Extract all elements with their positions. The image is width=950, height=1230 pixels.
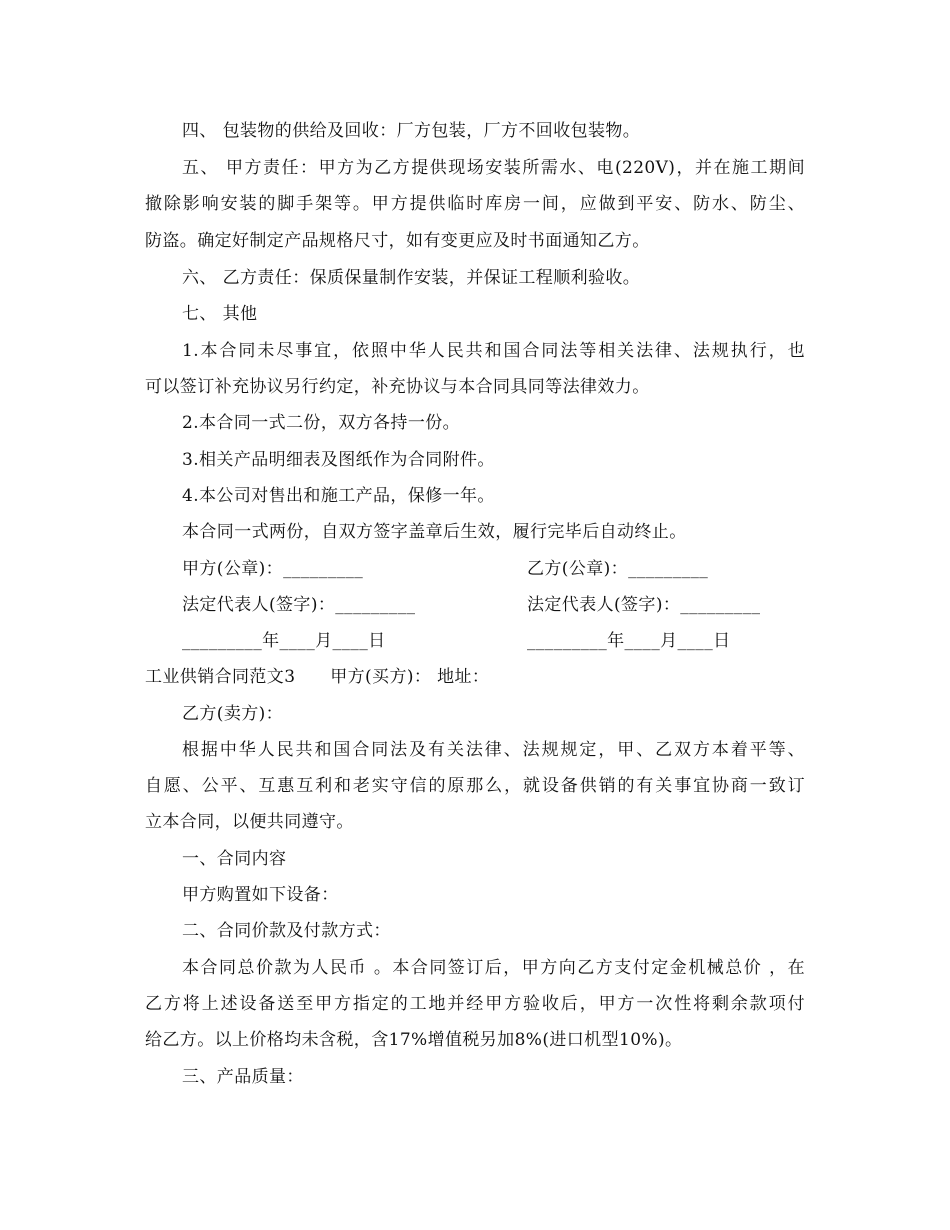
clause-7-item-1: 1.本合同未尽事宜，依照中华人民共和国合同法等相关法律、法规执行，也 — [182, 341, 805, 361]
party-a-seal: 甲方(公章)：_________ — [182, 559, 364, 579]
clause-7-heading: 七、 其他 — [182, 304, 258, 324]
clause-7-item-4: 4.本公司对售出和施工产品，保修一年。 — [182, 486, 495, 506]
party-a-representative: 法定代表人(签字)：_________ — [182, 595, 416, 615]
clause-5-continued-1: 撤除影响安装的脚手架等。甲方提供临时库房一间，应做到平安、防水、防尘、 — [145, 194, 805, 214]
section-2-body-2: 乙方将上述设备送至甲方指定的工地并经甲方验收后，甲方一次性将剩余款项付 — [145, 994, 805, 1014]
section-2-heading: 二、合同价款及付款方式： — [182, 921, 391, 941]
clause-5-continued-2: 防盗。确定好制定产品规格尺寸，如有变更应及时书面通知乙方。 — [145, 231, 650, 251]
party-b-representative: 法定代表人(签字)：_________ — [527, 595, 761, 615]
preamble-line-1: 根据中华人民共和国合同法及有关法律、法规规定，甲、乙双方本着平等、 — [182, 740, 805, 760]
section-2-body-1: 本合同总价款为人民币 。本合同签订后，甲方向乙方支付定金机械总价 ，在 — [182, 958, 805, 978]
party-a-date: _________年____月____日 — [182, 631, 386, 651]
party-b-seal: 乙方(公章)：_________ — [527, 559, 709, 579]
clause-5-party-a-duty: 五、 甲方责任：甲方为乙方提供现场安装所需水、电(220V)，并在施工期间 — [182, 158, 805, 178]
template-3-title: 工业供销合同范文3 甲方(买方)： 地址： — [145, 667, 490, 687]
clause-7-item-3: 3.相关产品明细表及图纸作为合同附件。 — [182, 450, 495, 470]
clause-6-party-b-duty: 六、 乙方责任：保质保量制作安装，并保证工程顺利验收。 — [182, 268, 641, 288]
section-3-heading: 三、产品质量： — [182, 1067, 304, 1087]
clause-7-item-2: 2.本合同一式二份，双方各持一份。 — [182, 413, 461, 433]
seller-party: 乙方(卖方)： — [182, 704, 284, 724]
preamble-line-3: 立本合同，以便共同遵守。 — [145, 812, 354, 832]
section-1-body: 甲方购置如下设备： — [182, 885, 339, 905]
contract-validity: 本合同一式两份，自双方签字盖章后生效，履行完毕后自动终止。 — [182, 522, 687, 542]
section-1-heading: 一、合同内容 — [182, 849, 287, 869]
party-b-date: _________年____月____日 — [527, 631, 731, 651]
clause-7-item-1-continued: 可以签订补充协议另行约定，补充协议与本合同具同等法律效力。 — [145, 377, 650, 397]
clause-4-packaging: 四、 包装物的供给及回收：厂方包装，厂方不回收包装物。 — [182, 121, 641, 141]
preamble-line-2: 自愿、公平、互惠互利和老实守信的原那么，就设备供销的有关事宜协商一致订 — [145, 776, 805, 796]
section-2-body-3: 给乙方。以上价格均未含税，含17%增值税另加8%(进口机型10%)。 — [145, 1030, 683, 1050]
